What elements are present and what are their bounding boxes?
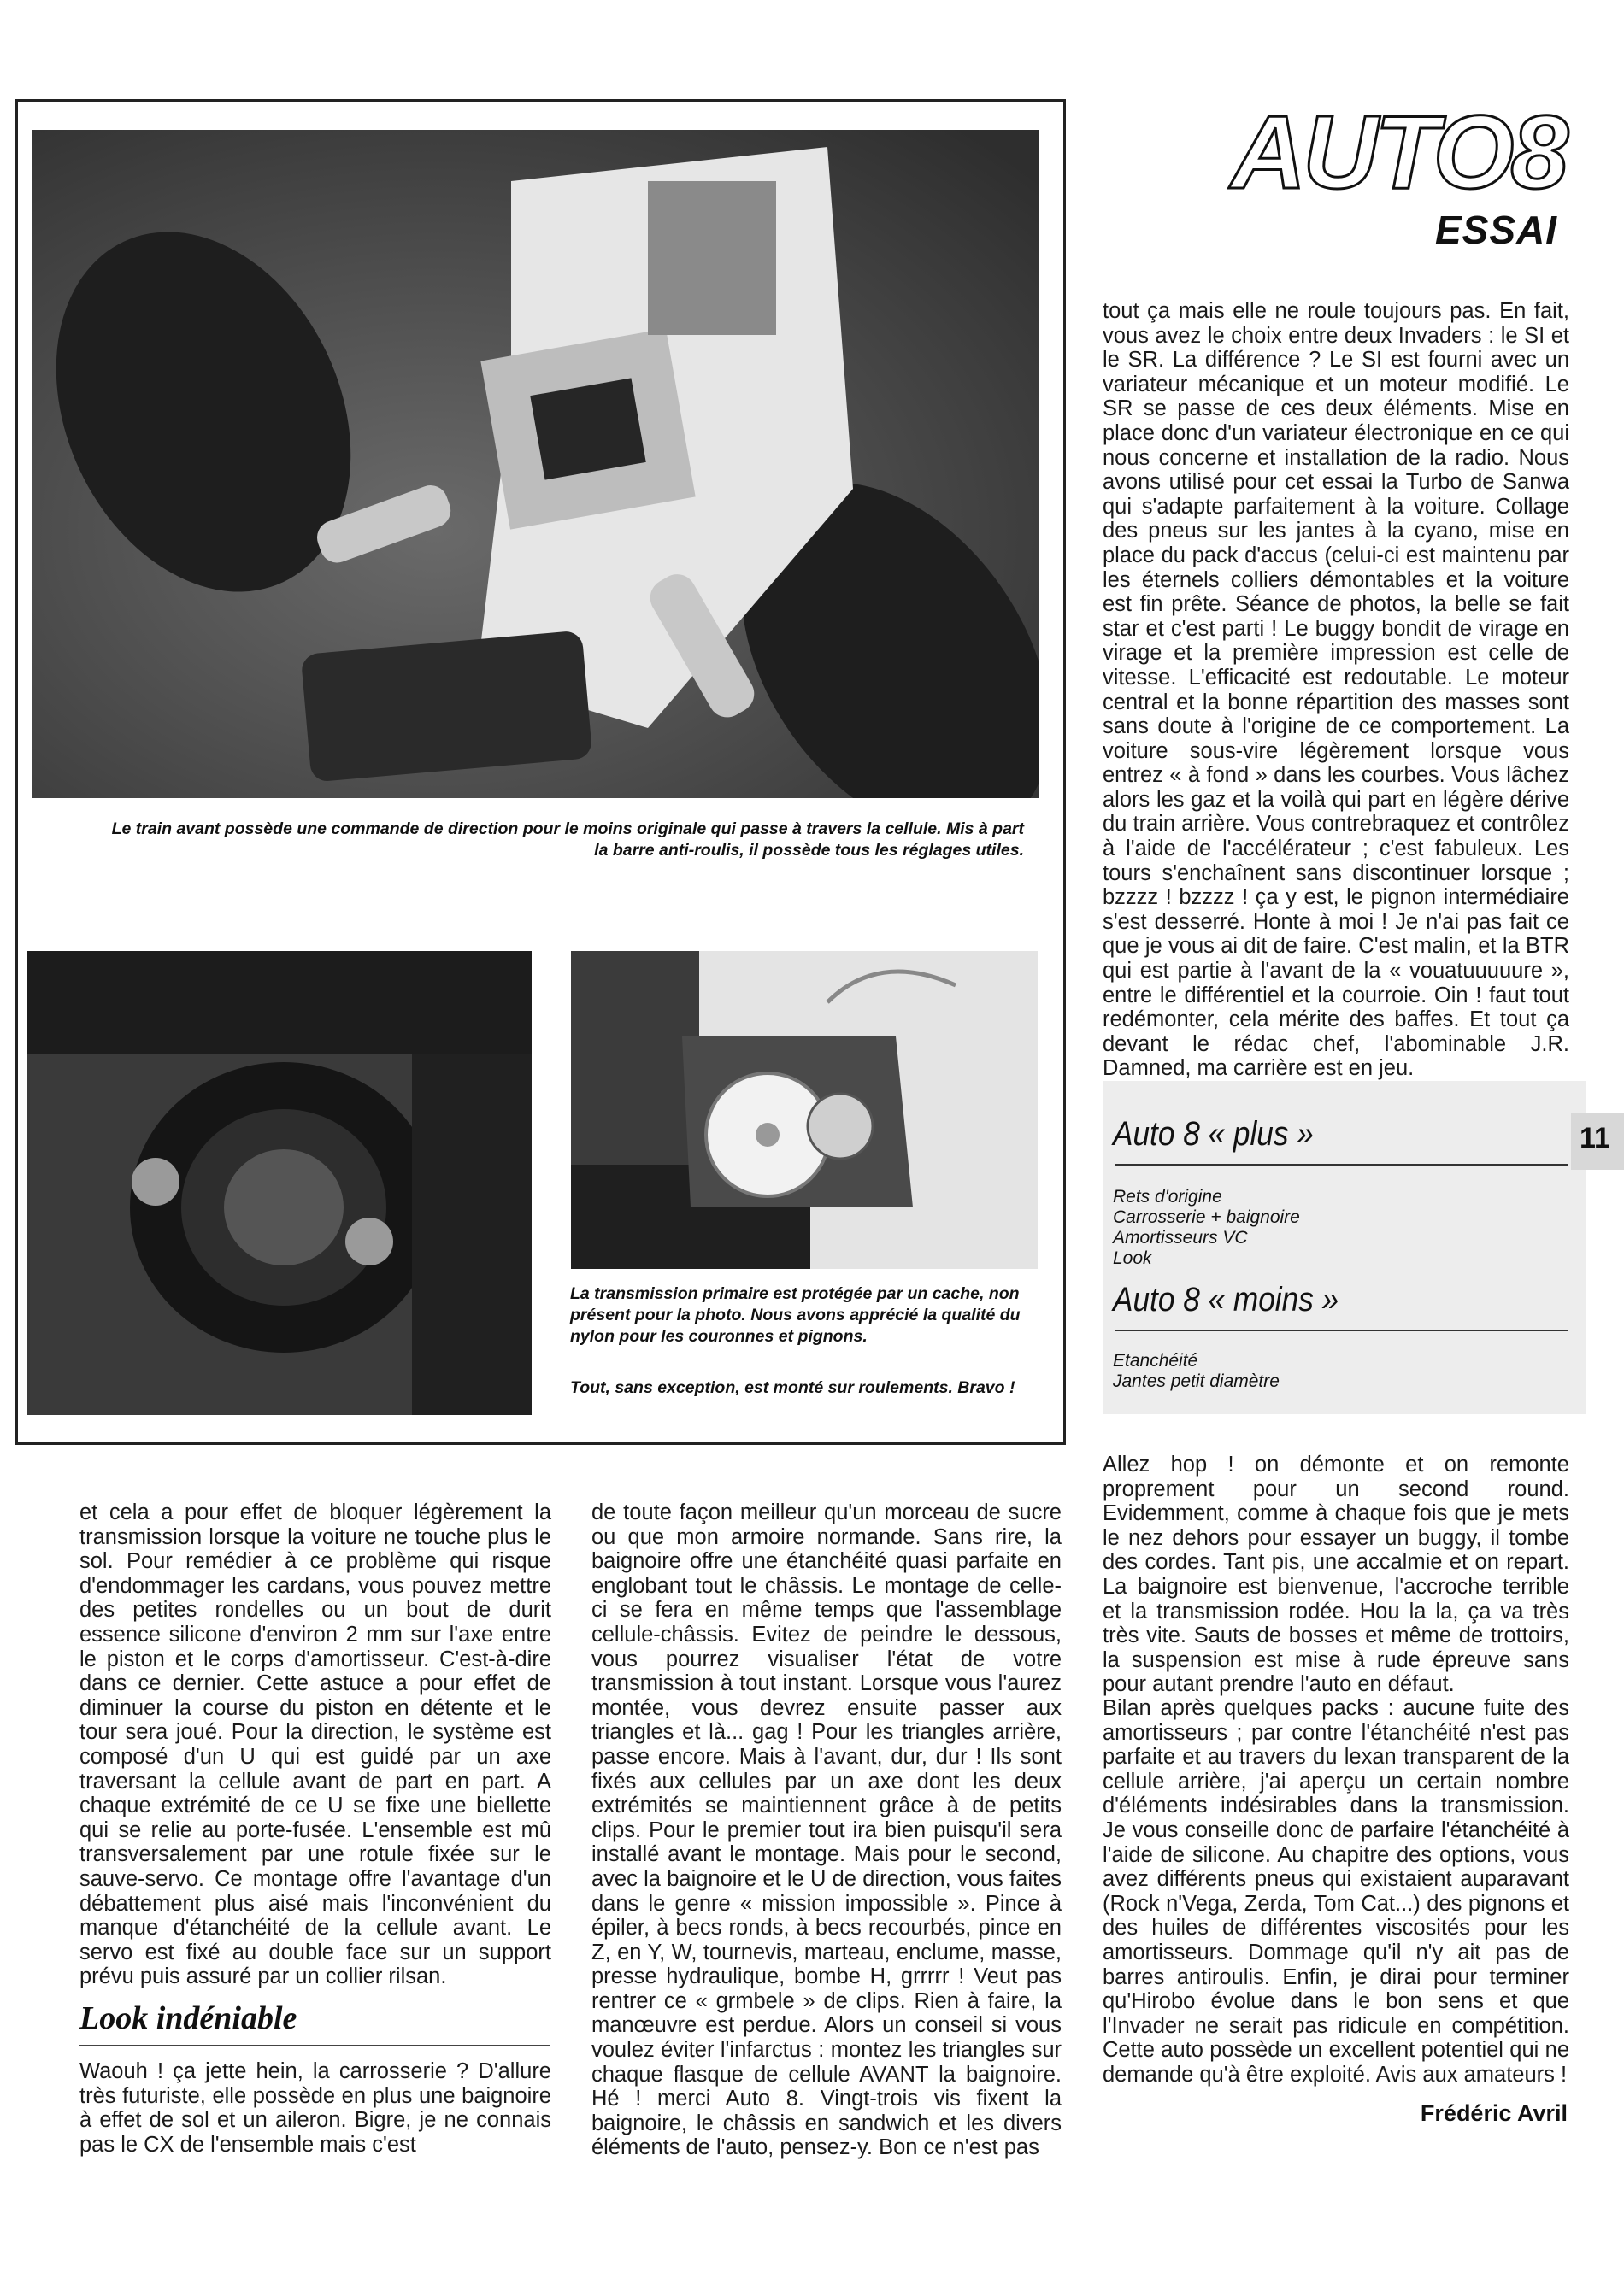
bearings-caption: Tout, sans exception, est monté sur roulements. Bravo ! [570,1378,1015,1397]
front-suspension-photo-drawing [32,130,1039,798]
section-label: ESSAI [1434,208,1557,252]
plus-item: Amortisseurs VC [1113,1228,1248,1248]
steering-detail-photo [27,951,532,1415]
minus-rule [1115,1330,1568,1331]
plus-minus-box [1103,1081,1586,1414]
plus-item: Carrosserie + baignoire [1113,1207,1300,1227]
plus-title: Auto 8 « plus » [1113,1115,1314,1153]
magazine-logo [1231,94,1573,263]
page-number: 11 [1580,1122,1610,1154]
author-signature: Frédéric Avril [1420,2100,1568,2126]
column-2-text: de toute façon meilleur qu'un morceau de sucre ou que mon armoire normande. Sans rire, la baignoire offre une étanchéité quasi parfaite en englobant tout le châssis. Le montage de celle-ci se fera en même temps que l'assemblage cellule-châssis. Evitez de peindre le dessous, vous pourrez visualiser l'état de votre transmission à tout instant. Lorsque vous l'aurez montée, vous devrez ensuite passer aux triangles et là... gag ! Pour les triangles arrière, passe encore. Mais à l'avant, dur, dur ! Ils sont fixés aux cellules par un axe dont les deux extrémités se maintiennent grâce à de petits clips. Pour le premier tout ira bien puisqu'il sera installé avant le montage. Mais pour le second, avec la baignoire et le U de direction, vous faites dans le genre « mission impossible ». Pince à épiler, à becs ronds, à becs recourbés, pince en Z, en Y, W, tournevis, marteau, enclume, masse, presse hydraulique, bombe H, grrrrr ! Veut pas rentrer ce « grmbele » de clips. Rien à faire, la manœuvre est perdue. Alors un conseil si vous voulez éviter l'infarctus : montez les triangles sur chaque flasque de cellule AVANT la baignoire. Hé ! merci Auto 8. Vingt-trois vis fixent la baignoire, le châssis en sandwich et les divers éléments de l'auto, pensez-y. Bon ce n'est pas [591,1500,1062,2160]
top-photo-caption: Le train avant possède une commande de direction pour le moins originale qui passe à travers la cellule. Mis à part la barre anti-roulis, il possède tous les réglages utiles. [111,819,1024,860]
column-1-text: et cela a pour effet de bloquer légèrement la transmission lorsque la voiture ne touche plus le sol. Pour remédier à ce problème qui risque d'endommager les cardans, vous pouvez mettre des petites rondelles ou un bout de durit essence silicone d'environ 2 mm sur l'axe entre le piston et le corps d'amortisseur. C'est-à-dire dans ce dernier. Cette astuce a pour effet de diminuer la course du piston en détente et le tour sera joué. Pour la direction, le système est composé d'un U qui est guidé par un axe traversant la cellule avant de part en part. A chaque extrémité de ce U se fixe une biellette qui se relie au porte-fusée. L'ensemble est mû transversalement par une rotule fixée sur le sauve-servo. Ce montage offre l'avantage d'un débattement plus aisé mais l'inconvénient du manque d'étanchéité de la cellule avant. Le servo est fixé au double face sur un support prévu puis assuré par un collier rilsan. [79,1500,551,1989]
heading-rule [79,2045,550,2046]
transmission-gears-photo-drawing [571,951,1038,1269]
minus-title: Auto 8 « moins » [1113,1281,1339,1318]
plus-item: Look [1113,1248,1152,1268]
column-3-text: Allez hop ! on démonte et on remonte proprement pour un second round. Evidemment, comme à chaque fois que je mets le nez dehors pour essayer un buggy, il tombe des cordes. Tant pis, une accalmie et on repart. La baignoire est bienvenue, l'accroche terrible et la transmission rodée. Hou la la, ça va très très vite. Sauts de bosses et même de trottoirs, la suspension est mise à rude épreuve sans pour autant prendre l'auto en défaut. [1103,1453,1569,1697]
auto8-logo-text: AUTO8 [1231,94,1566,210]
transmission-caption: La transmission primaire est protégée par un cache, non présent pour la photo. Nous avons apprécié la qualité du nylon pour les couronnes et pignons. [570,1284,1021,1346]
steering-detail-photo-drawing [27,951,532,1415]
plus-list [1113,1187,1300,1269]
column-1-text-continued: Waouh ! ça jette hein, la carrosserie ? D'allure très futuriste, elle possède en plus une baignoire à effet de sol et un aileron. Bigre, je ne connais pas le CX de l'ensemble mais c'est [79,2059,551,2157]
transmission-gears-photo [571,951,1038,1269]
plus-rule [1115,1164,1568,1166]
minus-item: Jantes petit diamètre [1113,1371,1280,1391]
minus-item: Etanchéité [1113,1351,1198,1371]
column-3-text-continued: Bilan après quelques packs : aucune fuite des amortisseurs ; par contre l'étanchéité n'est pas parfaite et au travers du lexan transparent de la cellule arrière, j'ai aperçu un certain nombre d'éléments indésirables dans la transmission. Je vous conseille donc de parfaire l'étanchéité à l'aide de silicone. Au chapitre des options, vous avez différents pneus qui existaient auparavant (Rock n'Vega, Zerda, Tom Cat...) des pignons et des huiles de différentes viscosités pour les amortisseurs. Dommage qu'il n'y ait pas de barres antiroulis. Enfin, je dirai pour terminer qu'Hirobo évolue dans le bon sens et que l'Invader ne serait pas ridicule en compétition. Cette auto possède un excellent potentiel qui ne demande qu'à être exploité. Avis aux amateurs ! [1103,1696,1569,2087]
plus-item: Rets d'origine [1113,1187,1222,1207]
right-column-top-text: tout ça mais elle ne roule toujours pas. En fait, vous avez le choix entre deux Invaders : le SI et le SR. La différence ? Le SI est fourni avec un variateur mécanique et un moteur modifié. Le SR se passe de ces deux éléments. Mise en place donc d'un variateur électronique en ce qui nous concerne et installation de la radio. Nous avons utilisé pour cet essai la Turbo de Sanwa qui s'adapte parfaitement à la voiture. Collage des pneus sur les jantes à la cyano, mise en place du pack d'accus (celui-ci est maintenu par les éternels colliers démontables et la voiture est fin prête. Séance de photos, la belle se fait star et c'est parti ! Le buggy bondit de virage en virage et la première impression est celle de vitesse. L'efficacité est redoutable. Le moteur central et la bonne répartition des masses sont sans doute à l'origine de ce comportement. La voiture sous-vire légèrement lorsque vous entrez « à fond » dans les courbes. Vous lâchez alors les gaz et la voilà qui part en légère dérive du train arrière. Vous contrebraquez et contrôlez à l'aide de l'accélérateur ; c'est fabuleux. Les tours s'enchaînent sans discontinuer lorsque ; bzzzz ! bzzzz ! ça y est, le pignon intermédiaire s'est desserré. Honte à moi ! Je n'ai pas fait ce que je vous ai dit de faire. C'est malin, et la BTR qui est partie à l'avant de la « vouatuuuuure », entre le différentiel et la courroie. Oin ! faut tout redémonter, cela mérite des baffes. Et tout ça devant le rédac chef, l'abominable J.R. Damned, ma carrière est en jeu. [1103,299,1569,1081]
page-number-tab [1571,1113,1624,1170]
minus-list [1113,1351,1280,1392]
section-heading: Look indéniable [79,2000,297,2036]
front-suspension-photo [32,130,1039,798]
